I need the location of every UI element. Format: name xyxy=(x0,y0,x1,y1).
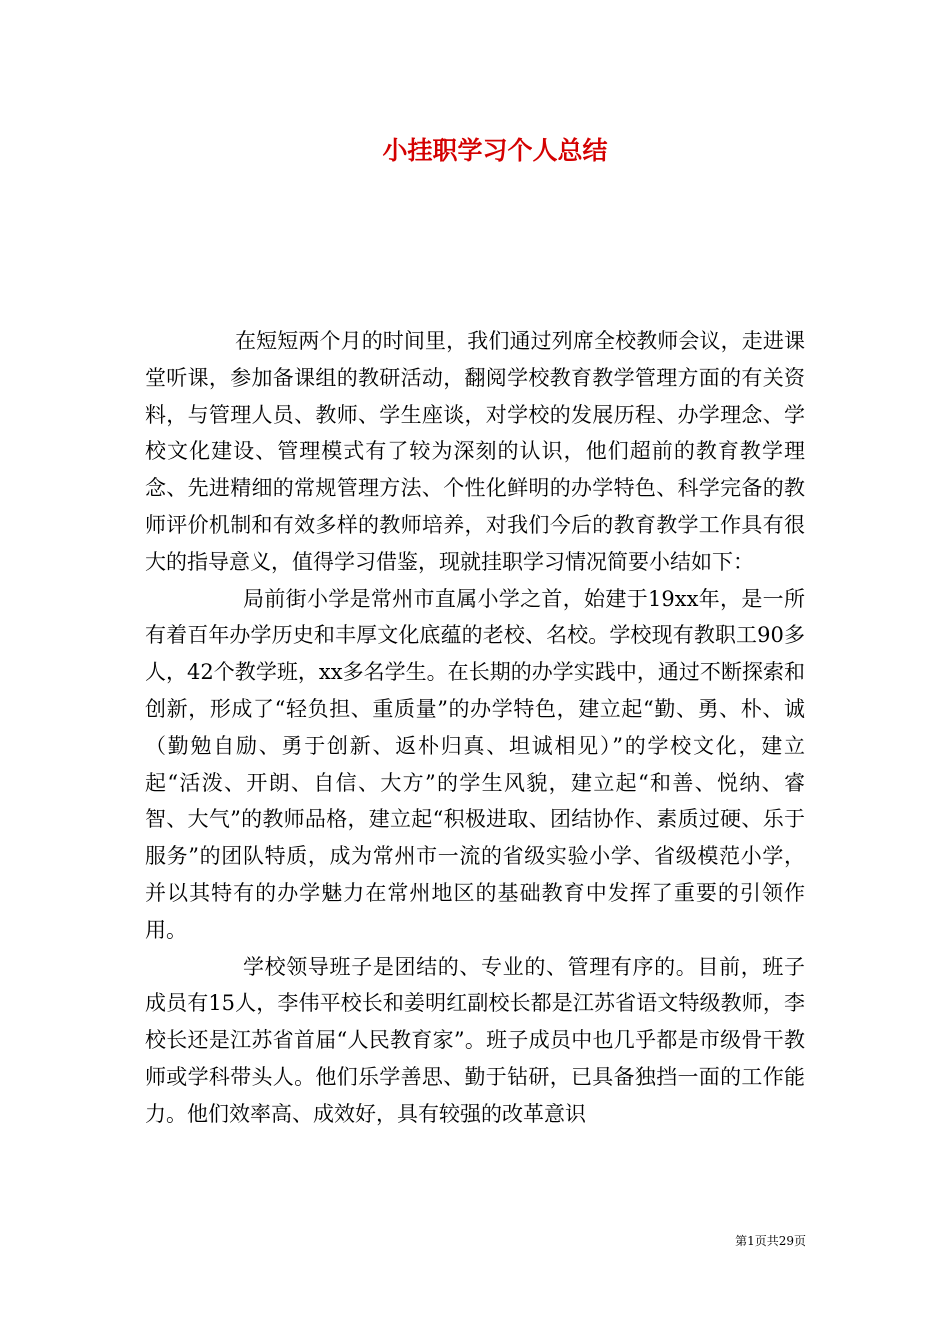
paragraph-leadership: 学校领导班子是团结的、专业的、管理有序的。目前，班子成员有15人，李伟平校长和姜明红副校长都是江苏省语文特级教师，李校长还是江苏省首届“人民教育家”。班子成员中也几乎都是市级骨干教师或学科带头人。他们乐学善思、勤于钻研，已具备独挡一面的工作能力。他们效率高、成效好，具有较强的改革意识 xyxy=(145,954,805,1126)
page-number: 第1页共29页 xyxy=(735,1234,806,1248)
paragraph-intro: 在短短两个月的时间里，我们通过列席全校教师会议，走进课堂听课，参加备课组的教研活动，翻阅学校教育教学管理方面的有关资料，与管理人员、教师、学生座谈，对学校的发展历程、办学理念、学校文化建设、管理模式有了较为深刻的认识，他们超前的教育教学理念、先进精细的常规管理方法、个性化鲜明的办学特色、科学完备的教师评价机制和有效多样的教师培养，对我们今后的教育教学工作具有很大的指导意义，值得学习借鉴，现就挂职学习情况简要小结如下： xyxy=(145,329,805,574)
document-title: 小挂职学习个人总结 xyxy=(382,136,608,165)
paragraph-school-overview: 局前街小学是常州市直属小学之首，始建于19xx年，是一所有着百年办学历史和丰厚文化底蕴的老校、名校。学校现有教职工90多人，42个教学班，xx多名学生。在长期的办学实践中，通过不断探索和创新，形成了“轻负担、重质量”的办学特色，建立起“勤、勇、朴、诚（勤勉自励、勇于创新、返朴归真、坦诚相见）”的学校文化，建立起“活泼、开朗、自信、大方”的学生风貌，建立起“和善、悦纳、睿智、大气”的教师品格，建立起“积极进取、团结协作、素质过硬、乐于服务”的团队特质，成为常州市一流的省级实验小学、省级模范小学，并以其特有的办学魅力在常州地区的基础教育中发挥了重要的引领作用。 xyxy=(145,586,805,942)
document-body xyxy=(145,323,805,1133)
